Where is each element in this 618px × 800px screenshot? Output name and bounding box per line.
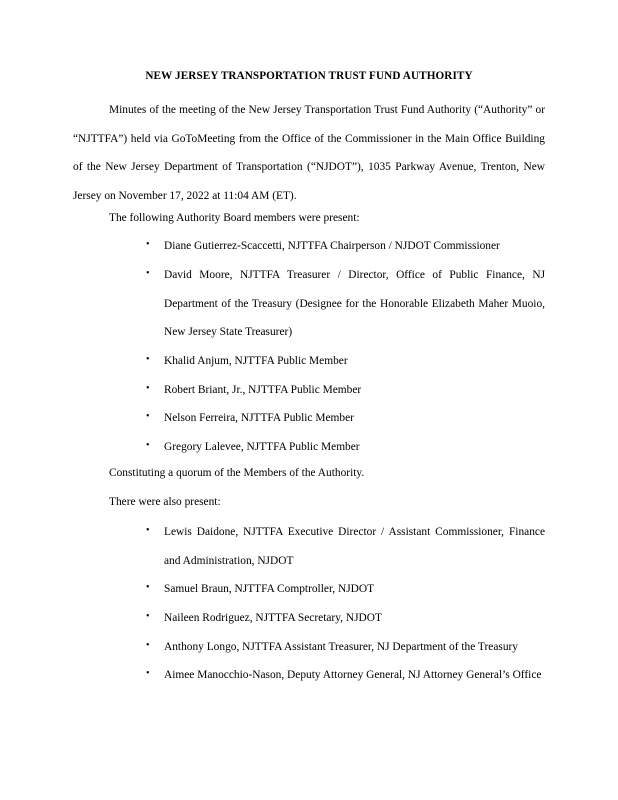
bullet-icon: •	[146, 383, 150, 394]
bullet-icon: •	[146, 668, 150, 679]
bullet-icon: •	[146, 582, 150, 593]
bullet-icon: •	[146, 440, 150, 451]
attendee-text: Naileen Rodriguez, NJTTFA Secretary, NJDOT	[164, 612, 382, 624]
bullet-icon: •	[146, 411, 150, 422]
attendee-text: Aimee Manocchio-Nason, Deputy Attorney General, NJ Attorney General’s Office	[164, 669, 542, 681]
attendee-text: Samuel Braun, NJTTFA Comptroller, NJDOT	[164, 583, 375, 595]
bullet-icon: •	[146, 611, 150, 622]
board-heading: The following Authority Board members were present:	[109, 212, 360, 224]
bullet-icon: •	[146, 640, 150, 651]
board-member-text: Robert Briant, Jr., NJTTFA Public Member	[164, 384, 362, 396]
board-member-text: Diane Gutierrez-Scaccetti, NJTTFA Chairperson / NJDOT Commissioner	[164, 240, 500, 252]
board-member-text: Gregory Lalevee, NJTTFA Public Member	[164, 441, 360, 453]
intro-paragraph: Minutes of the meeting of the New Jersey Transportation Trust Fund Authority (“Authority” or “NJTTFA”) held via GoToMeeting from the Office of the Commissioner in the Main Office Building of the New Jersey Department of Transportation (“NJDOT”), 1035 Parkway Avenue, Trenton, New Jersey on November 17, 2022 at 11:04 AM (ET).	[73, 104, 545, 202]
board-member-text: Khalid Anjum, NJTTFA Public Member	[164, 355, 348, 367]
board-member-text: David Moore, NJTTFA Treasurer / Director, Office of Public Finance, NJ Department of the Treasury (Designee for the Honorable Elizabeth Maher Muoio, New Jersey State Treasurer)	[164, 269, 545, 338]
bullet-icon: •	[146, 268, 150, 279]
bullet-icon: •	[146, 354, 150, 365]
bullet-icon: •	[146, 525, 150, 536]
board-member-text: Nelson Ferreira, NJTTFA Public Member	[164, 412, 354, 424]
attendee-text: Anthony Longo, NJTTFA Assistant Treasurer, NJ Department of the Treasury	[164, 641, 519, 653]
attendee-text: Lewis Daidone, NJTTFA Executive Director / Assistant Commissioner, Finance and Administration, NJDOT	[164, 526, 545, 567]
document-title: NEW JERSEY TRANSPORTATION TRUST FUND AUTHORITY	[145, 70, 473, 82]
quorum-statement: Constituting a quorum of the Members of the Authority.	[109, 467, 365, 479]
bullet-icon: •	[146, 239, 150, 250]
also-present-heading: There were also present:	[109, 496, 221, 508]
